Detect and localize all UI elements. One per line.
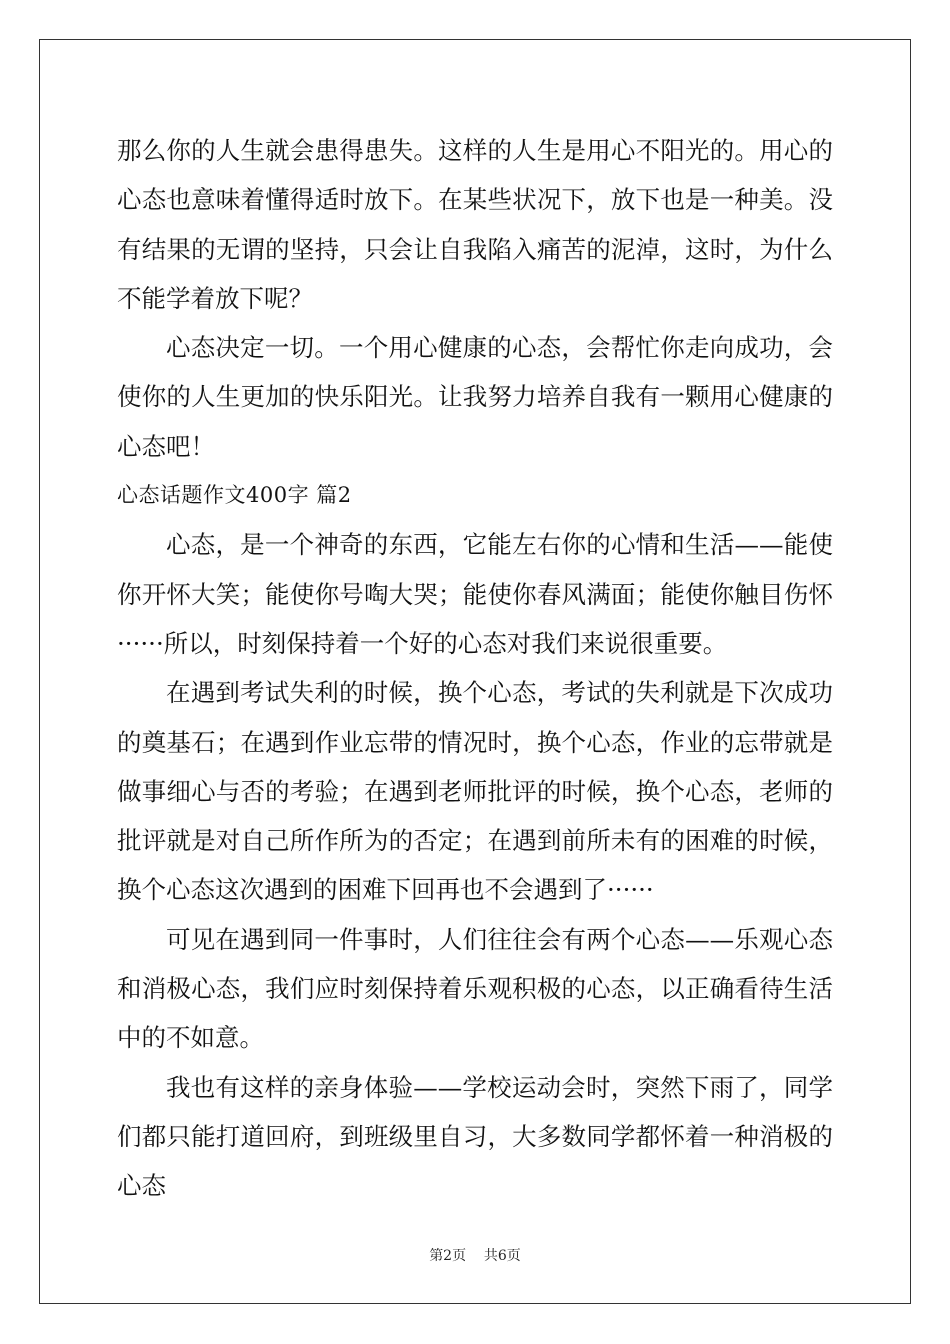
document-body: [117, 126, 833, 1211]
paragraph-4: 在遇到考试失利的时候，换个心态，考试的失利就是下次成功的奠基石；在遇到作业忘带的情况时，换个心态，作业的忘带就是做事细心与否的考验；在遇到老师批评的时候，换个心态，老师的批评就是对自己所作所为的否定；在遇到前所未有的困难的时候，换个心态这次遇到的困难下回再也不会遇到了······: [117, 678, 833, 905]
page-footer: 第2页 共6页: [429, 1248, 521, 1264]
section-heading: 心态话题作文400字 篇2: [117, 483, 352, 508]
paragraph-5: 可见在遇到同一件事时，人们往往会有两个心态——乐观心态和消极心态，我们应时刻保持着乐观积极的心态，以正确看待生活中的不如意。: [117, 924, 833, 1053]
paragraph-3: 心态，是一个神奇的东西，它能左右你的心情和生活——能使你开怀大笑；能使你号啕大哭；能使你春风满面；能使你触目伤怀······所以，时刻保持着一个好的心态对我们来说很重要。: [117, 530, 833, 658]
paragraph-6: 我也有这样的亲身体验——学校运动会时，突然下雨了，同学们都只能打道回府，到班级里自习，大多数同学都怀着一种消极的心态: [117, 1072, 833, 1201]
paragraph-1: 那么你的人生就会患得患失。这样的人生是用心不阳光的。用心的心态也意味着懂得适时放下。在某些状况下，放下也是一种美。没有结果的无谓的坚持，只会让自我陷入痛苦的泥淖，这时，为什么不能学着放下呢？: [117, 136, 833, 313]
paragraph-2: 心态决定一切。一个用心健康的心态，会帮忙你走向成功，会使你的人生更加的快乐阳光。让我努力培养自我有一颗用心健康的心态吧！: [117, 333, 833, 461]
